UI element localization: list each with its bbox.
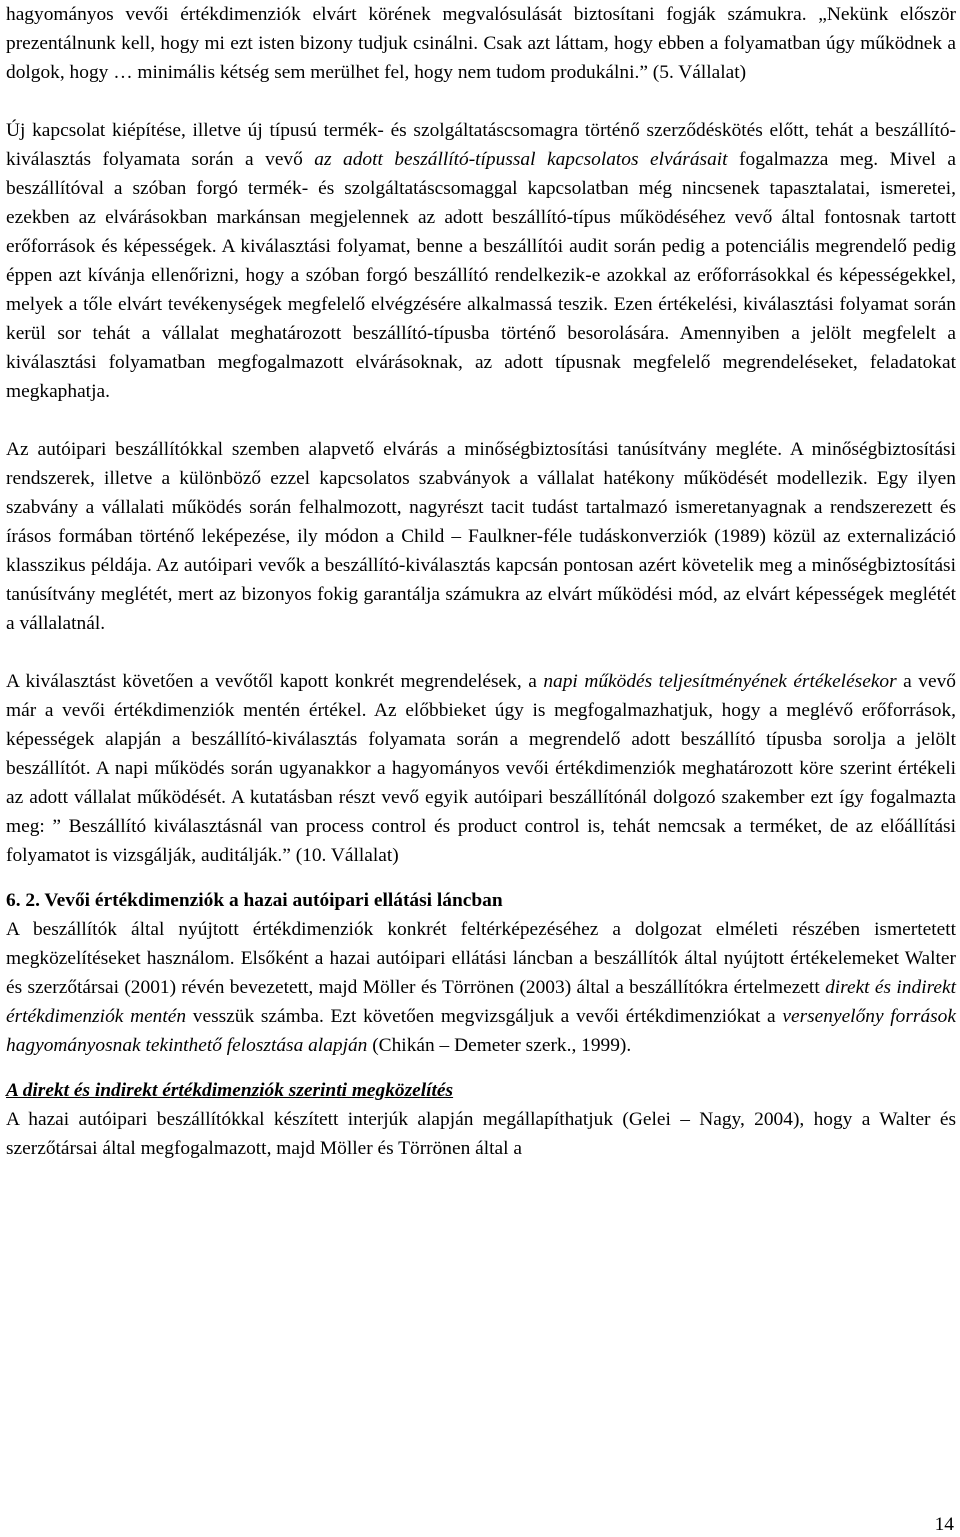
paragraph-value-dimensions: A beszállítók által nyújtott értékdimenziók konkrét feltérképezéséhez a dolgozat elméleti részében ismertetett megközelítéseket használom. Elsőként a hazai autóipari ellátási láncban a beszállítók által nyújtott értékelemeket Walter és szerzőtársai (2001) révén bevezetett, majd Möller és Törrönen (2003) által a beszállítókra értelmezett direkt és indirekt értékdimenziók mentén vesszük számba. Ezt követően megvizsgáljuk a vevői értékdimenziókat a versenyelőny források hagyományosnak tekinthető felosztása alapján (Chikán – Demeter szerk., 1999). [6, 919, 957, 1056]
page-number: 14 [934, 1514, 954, 1535]
emphasis-expectations: az adott beszállító-típussal kapcsolatos elvárásait [314, 149, 728, 170]
emphasis-direct-indirect: direkt és indirekt értékdimenziók mentén [6, 977, 957, 1027]
paragraph-daily-operation: A kiválasztást követően a vevőtől kapott konkrét megrendelések, a napi működés teljesítményének értékelésekor a vevő már a vevői értékdimenziók mentén értékel. Az előbbieket úgy is megfogalmazhatjuk, hogy a meglévő erőforrások, képességek alapján a beszállító-kiválasztás folyamata során a megrendelő adott beszállító típusba sorolja a jelölt beszállítót. A napi működés során ugyanakkor a hagyományos vevői értékdimenziók meghatározott köre szerint értékeli az adott vállalat működését. A kutatásban részt vevő egyik autóipari beszállítónál dolgozó szakember ezt így fogalmazta meg: ” Beszállító kiválasztásnál van process control és product control is, tehát nemcsak a terméket, de az előállítási folyamatot is vizsgálják, auditálják.” (10. Vállalat) [6, 671, 957, 866]
subsection-heading: A direkt és indirekt értékdimenziók szerinti megközelítés [6, 1080, 454, 1101]
emphasis-daily-performance: napi működés teljesítményének értékelésekor [543, 671, 897, 692]
emphasis-competitive-advantage: versenyelőny források hagyományosnak tekinthető felosztása alapján [6, 1006, 956, 1056]
section-heading: 6. 2. Vevői értékdimenziók a hazai autóipari ellátási láncban [6, 890, 503, 911]
paragraph-quality-certificate: Az autóipari beszállítókkal szemben alapvető elvárás a minőségbiztosítási tanúsítvány megléte. A minőségbiztosítási rendszerek, illetve a különböző ezzel kapcsolatos szabványok a vállalat hatékony működését modellezik. Egy ilyen szabvány a vállalati működés során felhalmozott, nagyrészt tacit tudást tartalmazó ismeretanyagnak a rendszerezett és írásos formában történő leképezése, ily módon a Child – Faulkner-féle tudáskonverziók (1989) közül az externalizáció klasszikus példája. Az autóipari vevők a beszállító-kiválasztás kapcsán pontosan azért követelik meg a minőségbiztosítási tanúsítvány meglétét, mert az bizonyos fokig garantálja számukra az elvárt működési mód, az elvárt képességek meglétét a vállalatnál. [6, 439, 956, 634]
document-page [6, 0, 956, 1163]
paragraph-interviews: A hazai autóipari beszállítókkal készített interjúk alapján megállapíthatjuk (Gelei – Nagy, 2004), hogy a Walter és szerzőtársai által megfogalmazott, majd Möller és Törrönen által a [6, 1109, 956, 1159]
paragraph-quote-continuation: hagyományos vevői értékdimenziók elvárt körének megvalósulását biztosítani fogják számukra. „Nekünk először prezentálnunk kell, hogy mi ezt isten bizony tudjuk csinálni. Csak azt láttam, hogy ebben a folyamatban úgy működnek a dolgok, hogy … minimális kétség sem merülhet fel, hogy nem tudom produkálni.” (5. Vállalat) [6, 4, 956, 83]
paragraph-supplier-selection: Új kapcsolat kiépítése, illetve új típusú termék- és szolgáltatáscsomagra történő szerződéskötés előtt, tehát a beszállító-kiválasztás folyamata során a vevő az adott beszállító-típussal kapcsolatos elvárásait fogalmazza meg. Mivel a beszállítóval a szóban forgó termék- és szolgáltatáscsomaggal kapcsolatban még nincsenek tapasztalatai, ismeretei, ezekben az elvárásokban markánsan megjelennek az adott beszállító-típus működéséhez vevő által fontosnak tartott erőforrások és képességek. A kiválasztási folyamat, benne a beszállítói audit során pedig a potenciális megrendelő pedig éppen azt kívánja ellenőrizni, hogy a szóban forgó beszállító rendelkezik-e azokkal az erőforrásokkal és képességekkel, melyek a tőle elvárt tevékenységek megfelelő elvégzésére alkalmassá teszik. Ezen értékelési, kiválasztási folyamat során kerül sor tehát a vállalat meghatározott beszállító-típusba történő besorolására. Amennyiben a jelölt megfelelt a kiválasztási folyamatban megfogalmazott elvárásoknak, az adott típusnak megfelelő megrendeléseket, feladatokat megkaphatja. [6, 120, 956, 402]
